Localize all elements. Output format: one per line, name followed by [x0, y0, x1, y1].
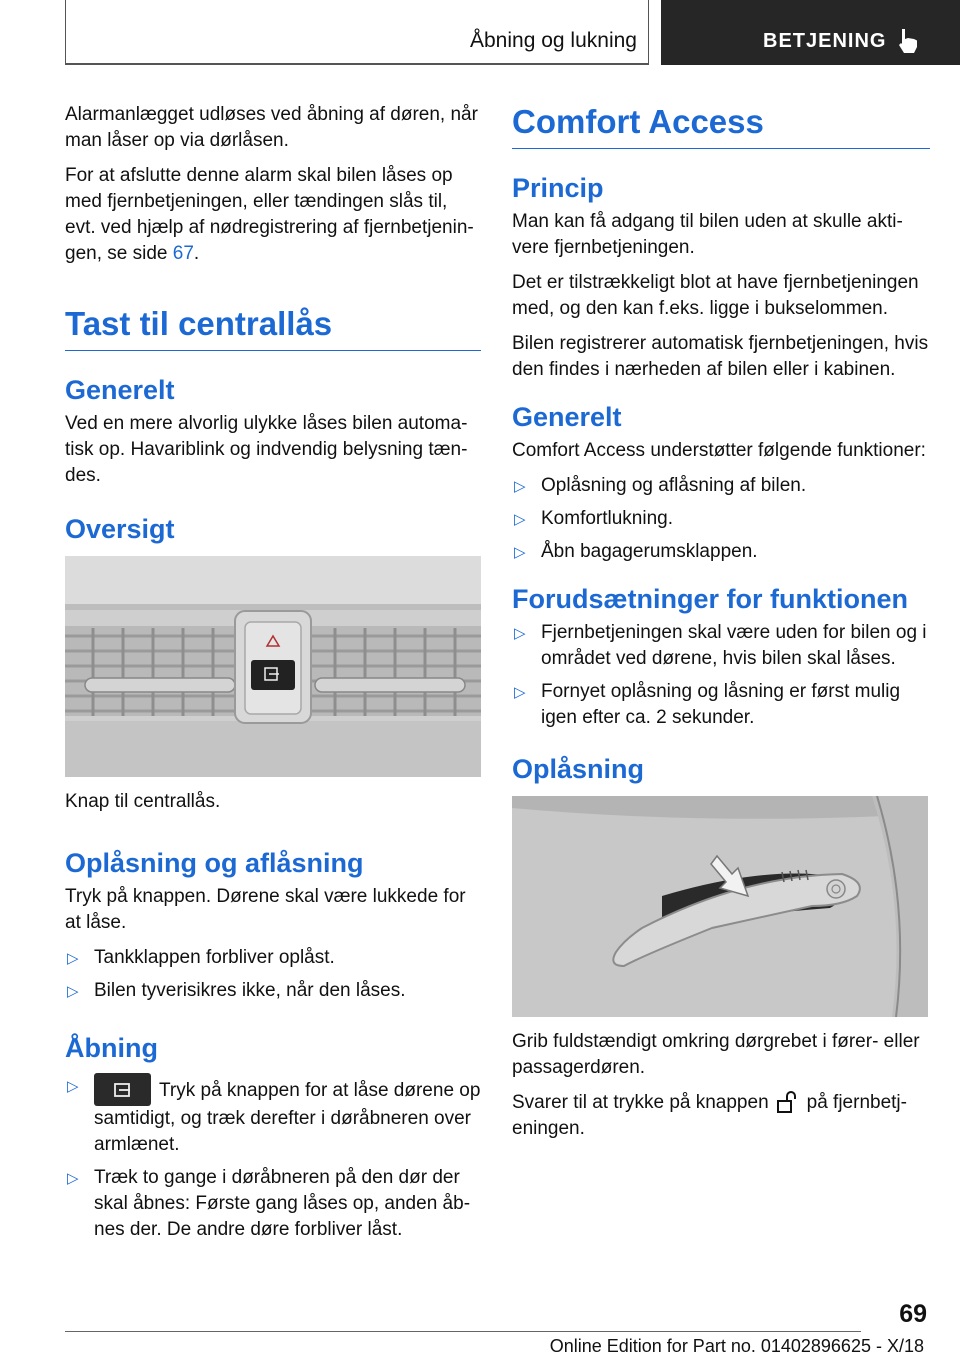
heading-princip: Princip	[512, 173, 604, 203]
heading-abning: Åbning	[65, 1033, 158, 1063]
header-line-right	[648, 0, 649, 64]
section-title: Åbning og lukning	[470, 29, 637, 52]
forudsaetninger-list	[512, 620, 930, 731]
heading-oversigt: Oversigt	[65, 514, 175, 544]
figure-paragraph-1: Grib fuldstændigt omkring dørgrebet i fører- eller passagerdøren.	[512, 1031, 920, 1078]
intro-paragraph-1: Alarmanlægget udløses ved åbning af døren, når man låser op via dørlåsen.	[65, 104, 478, 151]
triangle-bullet-icon: ▷	[514, 511, 526, 528]
list-item: ▷ Tryk på knappen for at låse dørene op samtidigt, og træk derefter i døråbneren over armlænet.	[65, 1073, 481, 1158]
triangle-bullet-icon: ▷	[67, 1170, 79, 1187]
oplasning-paragraph: Tryk på knappen. Dørene skal være lukkede for at låse.	[65, 886, 466, 933]
princip-paragraph-1: Man kan få adgang til bilen uden at skulle aktivere fjernbetjeningen.	[512, 211, 903, 258]
header-line-bottom	[65, 63, 649, 65]
generelt-paragraph: Ved en mere alvorlig ulykke låses bilen automatisk op. Havariblink og indvendig belysning tændes.	[65, 413, 468, 486]
heading-generelt: Generelt	[65, 375, 175, 405]
figure-paragraph-2: Svarer til at trykke på knappen på fjernbetjeningen.	[512, 1092, 907, 1139]
triangle-bullet-icon: ▷	[514, 478, 526, 495]
princip-paragraph-2: Det er tilstrækkeligt blot at have fjernbetjeningen med, og den kan f.eks. ligge i bukselommen.	[512, 272, 919, 319]
page-link[interactable]: 67	[172, 243, 194, 264]
triangle-bullet-icon: ▷	[514, 544, 526, 561]
generelt-list	[512, 473, 930, 565]
list-item: ▷ Oplåsning og aflåsning af bilen.	[512, 473, 930, 499]
left-column	[65, 102, 481, 1252]
intro-text-end: .	[193, 243, 200, 264]
page-number: 69	[899, 1300, 927, 1328]
triangle-bullet-icon: ▷	[514, 684, 526, 701]
list-item: ▷ Åbn bagagerumsklappen.	[512, 539, 930, 565]
intro-paragraph-2	[65, 163, 481, 267]
list-item: ▷ Komfortlukning.	[512, 506, 930, 532]
heading-oplasning-og-aflasning: Oplåsning og aflåsning	[65, 848, 364, 878]
heading-oplasning: Oplåsning	[512, 754, 645, 784]
abning-list	[65, 1073, 481, 1243]
central-lock-figure	[65, 556, 481, 777]
heading-comfort-access: Comfort Access	[512, 102, 930, 149]
list-item: ▷ Bilen tyverisikres ikke, når den låses.	[65, 978, 481, 1004]
heading-generelt-right: Generelt	[512, 402, 622, 432]
edition-text: Online Edition for Part no. 01402896625 - X/18	[549, 1336, 924, 1356]
dashboard-vent-image	[65, 556, 481, 777]
generelt-right-paragraph: Comfort Access understøtter følgende funktioner:	[512, 440, 926, 461]
triangle-bullet-icon: ▷	[514, 625, 526, 642]
heading-tast-til-centrallas: Tast til centrallås	[65, 304, 481, 351]
lock-button-icon	[94, 1073, 151, 1106]
list-item: ▷ Tankklappen forbliver oplåst.	[65, 945, 481, 971]
triangle-bullet-icon: ▷	[67, 983, 79, 1000]
door-handle-figure	[512, 796, 928, 1017]
chapter-tab[interactable]	[661, 0, 960, 65]
princip-paragraph-3: Bilen registrerer automatisk fjernbetjeningen, hvis den findes i nærheden af bilen eller i kabinen.	[512, 333, 929, 380]
unlock-icon	[775, 1091, 799, 1113]
door-handle-image	[512, 796, 928, 1017]
header-line-left	[65, 0, 66, 64]
triangle-bullet-icon: ▷	[67, 950, 79, 967]
triangle-bullet-icon: ▷	[67, 1078, 79, 1095]
list-item: ▷ Fornyet oplåsning og låsning er først mulig igen efter ca. 2 sekunder.	[514, 681, 901, 728]
heading-forudsaetninger: Forudsætninger for funktionen	[512, 584, 908, 614]
right-column	[512, 102, 930, 1151]
list-item: ▷ Træk to gange i døråbneren på den dør der skal åbnes: Første gang låses op, anden åbnes der. De andre døre forbliver låst.	[67, 1167, 471, 1240]
hand-pointer-icon	[895, 27, 921, 55]
intro-text: For at afslutte denne alarm skal bilen låses op med fjernbetjeningen, eller tændingen slås til, evt. ved hjælp af nødregistrering af fjernbetjeningen, se side	[65, 165, 474, 264]
oplasning-list	[65, 945, 481, 1004]
list-item: ▷ Fjernbetjeningen skal være uden for bilen og i området ved dørene, hvis bilen skal låses.	[514, 622, 927, 669]
footer-rule	[65, 1331, 861, 1332]
chapter-label: BETJENING	[763, 30, 887, 52]
figure-caption: Knap til centrallås.	[65, 791, 221, 812]
